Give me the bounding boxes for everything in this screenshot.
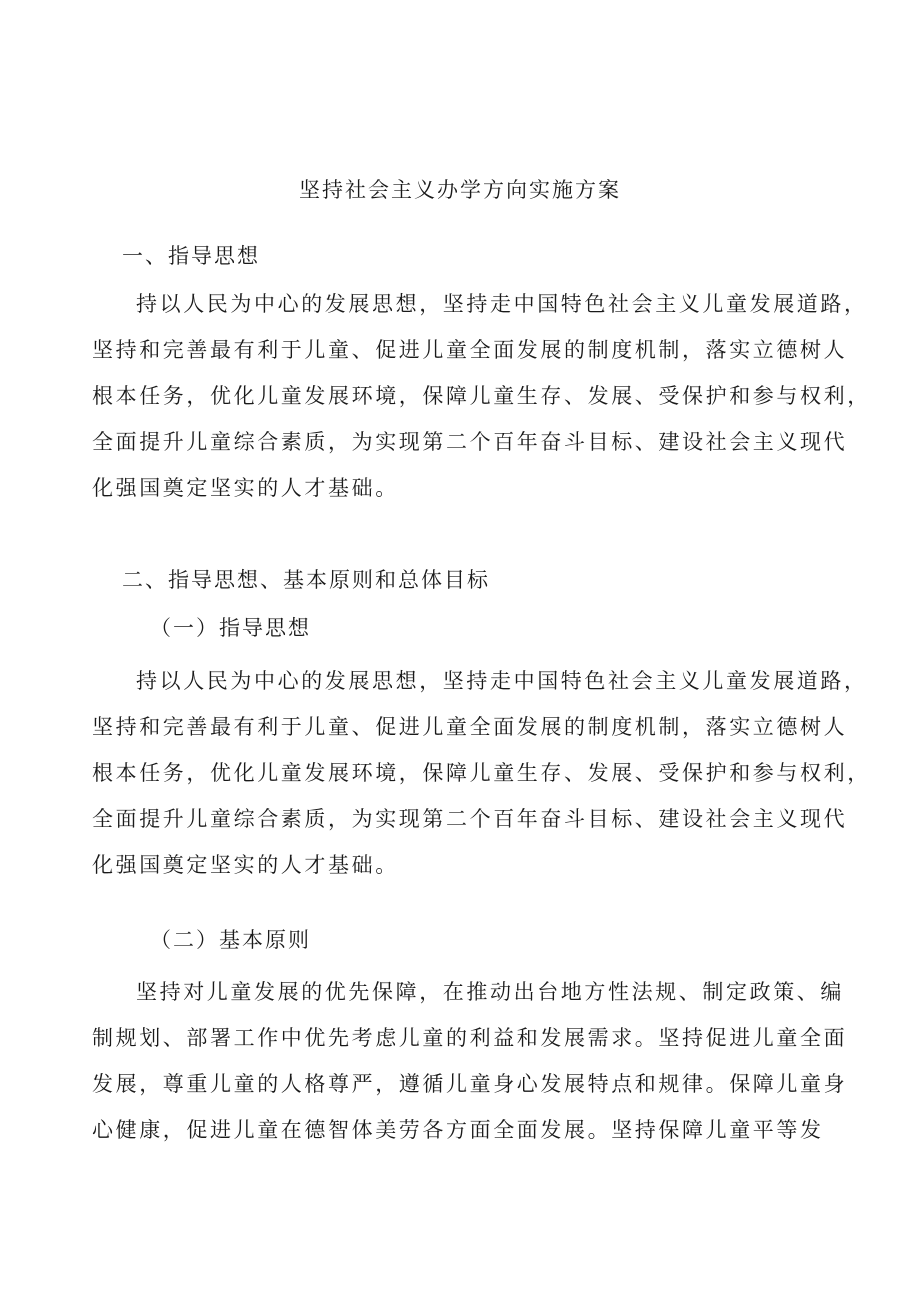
subsection-2-paragraph [92, 976, 852, 1160]
paragraph-line: 坚持和完善最有利于儿童、促进儿童全面发展的制度机制，落实立德树人 [92, 338, 848, 362]
paragraph-line: 化强国奠定坚实的人才基础。 [92, 853, 399, 877]
paragraph-line: 根本任务，优化儿童发展环境，保障儿童生存、发展、受保护和参与权利， [92, 761, 871, 785]
paragraph-line: 坚持对儿童发展的优先保障，在推动出台地方性法规、制定政策、编 [136, 980, 844, 1004]
paragraph-line: 持以人民为中心的发展思想，坚持走中国特色社会主义儿童发展道路， [136, 669, 868, 693]
section-1-heading: 一、指导思想 [122, 244, 260, 268]
section-2-heading: 二、指导思想、基本原则和总体目标 [122, 568, 490, 592]
subsection-1-heading: （一）指导思想 [150, 616, 311, 640]
subsection-1-paragraph [92, 665, 871, 895]
paragraph-line: 坚持和完善最有利于儿童、促进儿童全面发展的制度机制，落实立德树人 [92, 715, 848, 739]
paragraph-line: 心健康，促进儿童在德智体美劳各方面全面发展。坚持保障儿童平等发 [92, 1118, 824, 1142]
paragraph-line: 根本任务，优化儿童发展环境，保障儿童生存、发展、受保护和参与权利， [92, 384, 871, 408]
section-1-paragraph [92, 288, 871, 518]
paragraph-line: 持以人民为中心的发展思想，坚持走中国特色社会主义儿童发展道路， [136, 292, 868, 316]
paragraph-line: 制规划、部署工作中优先考虑儿童的利益和发展需求。坚持促进儿童全面 [92, 1026, 848, 1050]
document-title: 坚持社会主义办学方向实施方案 [299, 178, 621, 202]
paragraph-line: 化强国奠定坚实的人才基础。 [92, 476, 399, 500]
paragraph-line: 全面提升儿童综合素质，为实现第二个百年奋斗目标、建设社会主义现代 [92, 430, 848, 454]
subsection-2-heading: （二）基本原则 [150, 928, 311, 952]
paragraph-line: 发展，尊重儿童的人格尊严，遵循儿童身心发展特点和规律。保障儿童身 [92, 1072, 848, 1096]
paragraph-line: 全面提升儿童综合素质，为实现第二个百年奋斗目标、建设社会主义现代 [92, 807, 848, 831]
